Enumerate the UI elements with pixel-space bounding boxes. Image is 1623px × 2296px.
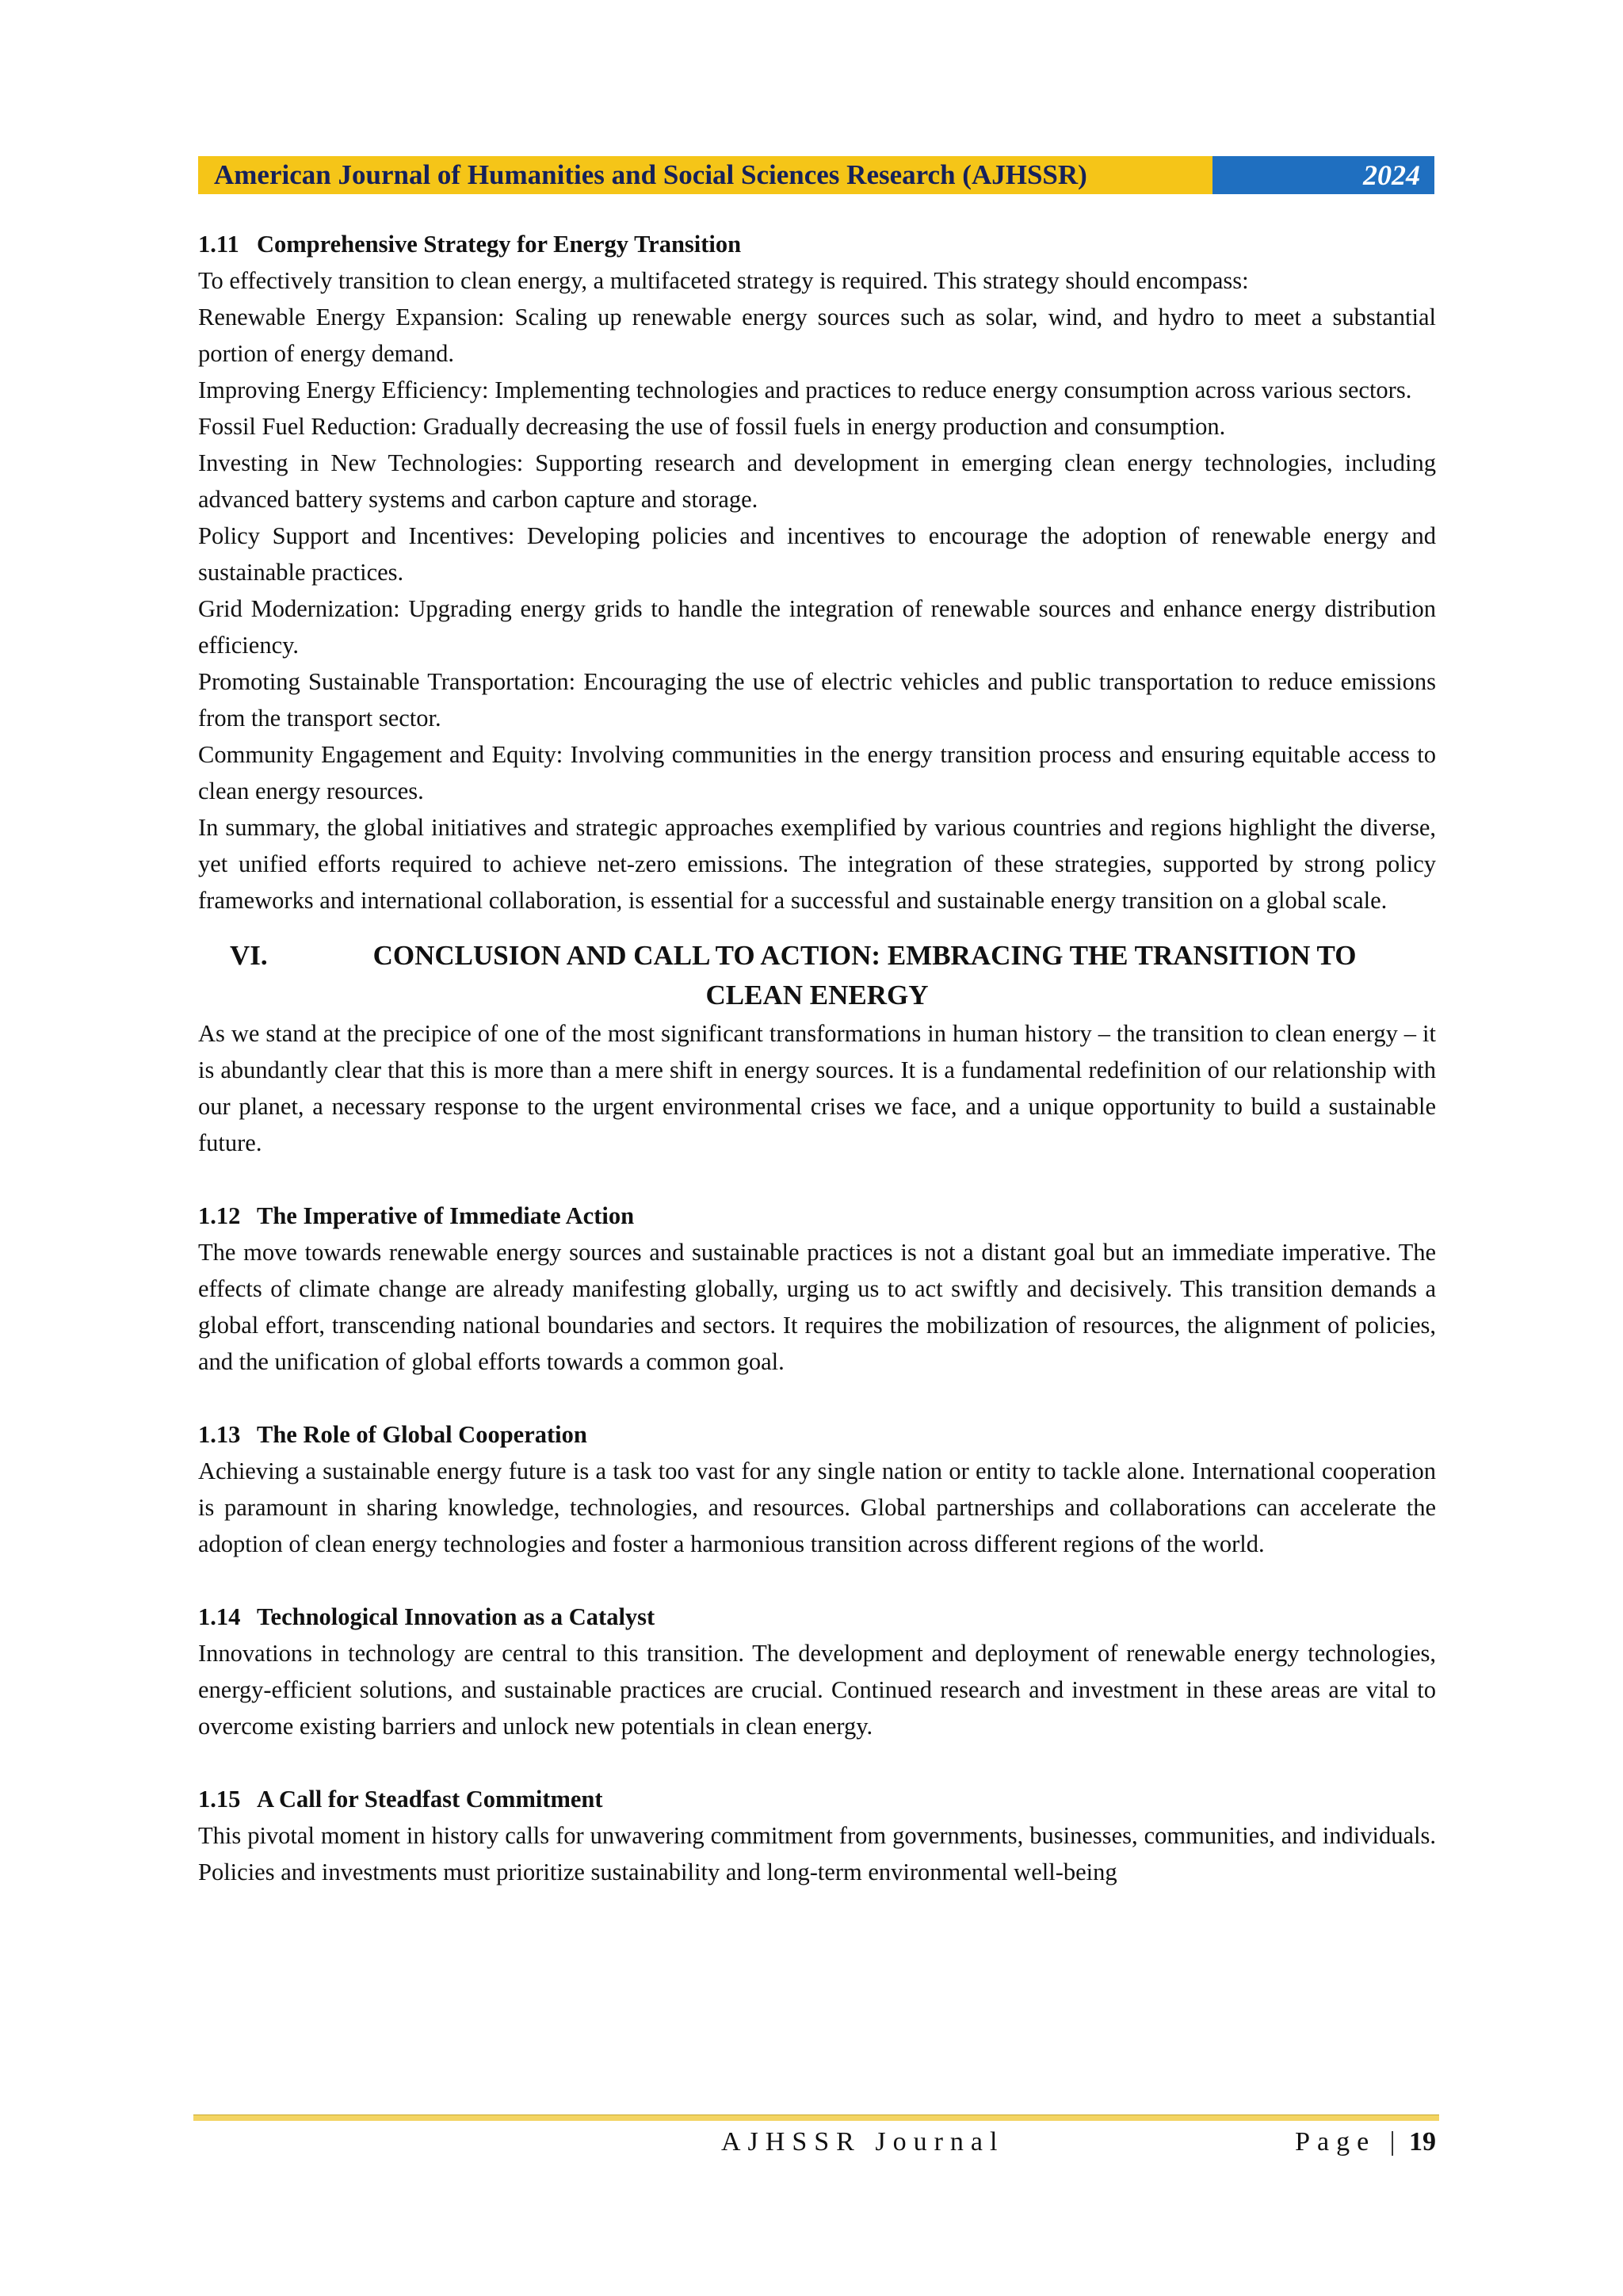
publication-year: 2024 (1212, 156, 1434, 194)
section-title-line1: CONCLUSION AND CALL TO ACTION: EMBRACING THE TRANSITION TO (372, 940, 1357, 971)
footer-divider (193, 2115, 1439, 2121)
section-title-line2: CLEAN ENERGY (705, 980, 929, 1010)
paragraph: Community Engagement and Equity: Involving communities in the energy transition process and ensuring equitable access to clean energy resources. (198, 741, 1436, 804)
page-label: Page | (1295, 2127, 1403, 2157)
section-title: Technological Innovation as a Catalyst (257, 1603, 655, 1630)
page-number: 19 (1409, 2127, 1436, 2157)
section-title: The Imperative of Immediate Action (257, 1202, 635, 1229)
section-heading-1-13 (198, 1416, 1436, 1453)
paragraph: In summary, the global initiatives and strategic approaches exemplified by various countries and regions highlight the diverse, yet unified efforts required to achieve net-zero emissions. The integration of these strategies, supported by strong policy frameworks and international collaboration, is essential for a successful and sustainable energy transition on a global scale. (198, 814, 1436, 914)
section-number: VI. (230, 940, 268, 971)
running-header (198, 156, 1434, 194)
section-title: Comprehensive Strategy for Energy Transition (257, 231, 742, 258)
paragraph: The move towards renewable energy sources and sustainable practices is not a distant goal but an immediate imperative. The effects of climate change are already manifesting globally, urging us to act swiftly and decisively. This transition demands a global effort, transcending national boundaries and sectors. It requires the mobilization of resources, the alignment of policies, and the unification of global efforts towards a common goal. (198, 1239, 1436, 1375)
paragraph: Renewable Energy Expansion: Scaling up renewable energy sources such as solar, wind, and hydro to meet a substantial portion of energy demand. (198, 304, 1436, 367)
footer-page-number (1295, 2124, 1436, 2160)
section-number: 1.11 (198, 231, 239, 258)
paragraph: Improving Energy Efficiency: Implementing technologies and practices to reduce energy consumption across various sectors. (198, 376, 1412, 403)
paragraph: As we stand at the precipice of one of the most significant transformations in human history – the transition to clean energy – it is abundantly clear that this is more than a mere shift in energy sources. It is a fundamental redefinition of our relationship with our planet, a necessary response to the urgent environmental crises we face, and a unique opportunity to build a sustainable future. (198, 1020, 1436, 1156)
section-heading-1-15 (198, 1781, 1436, 1817)
paragraph: Fossil Fuel Reduction: Gradually decreasing the use of fossil fuels in energy production and consumption. (198, 413, 1226, 440)
section-number: 1.12 (198, 1202, 241, 1229)
paragraph: To effectively transition to clean energy, a multifaceted strategy is required. This strategy should encompass: (198, 267, 1249, 294)
page-body (198, 226, 1436, 1890)
section-heading-1-14 (198, 1599, 1436, 1635)
section-number: 1.14 (198, 1603, 241, 1630)
section-heading-vi (198, 936, 1436, 1015)
section-title: A Call for Steadfast Commitment (257, 1786, 603, 1813)
section-number: 1.15 (198, 1786, 241, 1813)
paragraph: Achieving a sustainable energy future is a task too vast for any single nation or entity to tackle alone. International cooperation is paramount in sharing knowledge, technologies, and resources. Global partnerships and collaborations can accelerate the adoption of clean energy technologies and foster a harmonious transition across different regions of the world. (198, 1457, 1436, 1557)
section-heading-1-11 (198, 226, 1436, 262)
paragraph: Investing in New Technologies: Supporting research and development in emerging clean energy technologies, including advanced battery systems and carbon capture and storage. (198, 449, 1436, 513)
section-heading-1-12 (198, 1198, 1436, 1234)
paragraph: Innovations in technology are central to this transition. The development and deployment of renewable energy technologies, energy-efficient solutions, and sustainable practices are crucial. Continued research and investment in these areas are vital to overcome existing barriers and unlock new potentials in clean energy. (198, 1640, 1436, 1740)
journal-title: American Journal of Humanities and Social Sciences Research (AJHSSR) (198, 156, 1212, 194)
paragraph: Policy Support and Incentives: Developing policies and incentives to encourage the adoption of renewable energy and sustainable practices. (198, 522, 1436, 586)
footer-journal-name: AJHSSR Journal (721, 2127, 1005, 2157)
paragraph: Promoting Sustainable Transportation: Encouraging the use of electric vehicles and public transportation to reduce emissions from the transport sector. (198, 668, 1436, 732)
section-number: 1.13 (198, 1421, 241, 1448)
section-title: The Role of Global Cooperation (257, 1421, 587, 1448)
paragraph: Grid Modernization: Upgrading energy grids to handle the integration of renewable sources and enhance energy distribution efficiency. (198, 595, 1436, 659)
paragraph: This pivotal moment in history calls for unwavering commitment from governments, businesses, communities, and individuals. Policies and investments must prioritize sustainability and long-term environmental well-being (198, 1822, 1436, 1885)
